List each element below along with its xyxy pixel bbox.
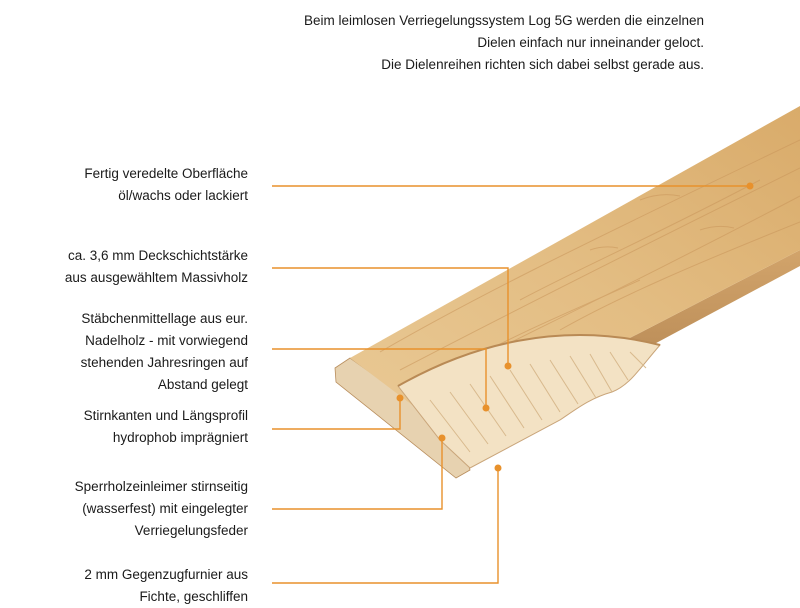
label-core-layer-line-3: stehenden Jahresringen auf	[80, 355, 248, 370]
leader-plywood	[272, 438, 442, 509]
label-surface-line-1: Fertig veredelte Oberfläche	[84, 166, 248, 181]
intro-line-2: Dielen einfach nur inneinander geloct.	[477, 35, 704, 50]
label-core-layer-line-4: Abstand gelegt	[157, 377, 248, 392]
label-top-layer-line-2: aus ausgewähltem Massivholz	[64, 270, 248, 285]
label-plywood-line-1: Sperrholzeinleimer stirnseitig	[74, 479, 248, 494]
label-surface-line-2: öl/wachs oder lackiert	[118, 188, 248, 203]
label-edges-line-2: hydrophob imprägniert	[112, 430, 248, 445]
leader-dot-top-layer	[505, 363, 512, 370]
label-plywood-line-2: (wasserfest) mit eingelegter	[82, 501, 248, 516]
label-plywood-line-3: Verriegelungsfeder	[134, 523, 248, 538]
label-edges-line-1: Stirnkanten und Längsprofil	[83, 408, 248, 423]
leader-dot-plywood	[439, 435, 446, 442]
label-core-layer-line-2: Nadelholz - mit vorwiegend	[85, 333, 248, 348]
leader-dot-core-layer	[483, 405, 490, 412]
label-backing-line-2: Fichte, geschliffen	[139, 589, 248, 604]
intro-line-3: Die Dielenreihen richten sich dabei selbst gerade aus.	[381, 57, 704, 72]
leader-backing	[272, 468, 498, 583]
leader-dot-edges	[397, 395, 404, 402]
leader-dot-surface	[747, 183, 754, 190]
leader-dot-backing	[495, 465, 502, 472]
label-top-layer-line-1: ca. 3,6 mm Deckschichtstärke	[67, 248, 248, 263]
label-core-layer-line-1: Stäbchenmittellage aus eur.	[81, 311, 248, 326]
intro-line-1: Beim leimlosen Verriegelungssystem Log 5G werden die einzelnen	[304, 13, 704, 28]
label-backing-line-1: 2 mm Gegenzugfurnier aus	[84, 567, 248, 582]
